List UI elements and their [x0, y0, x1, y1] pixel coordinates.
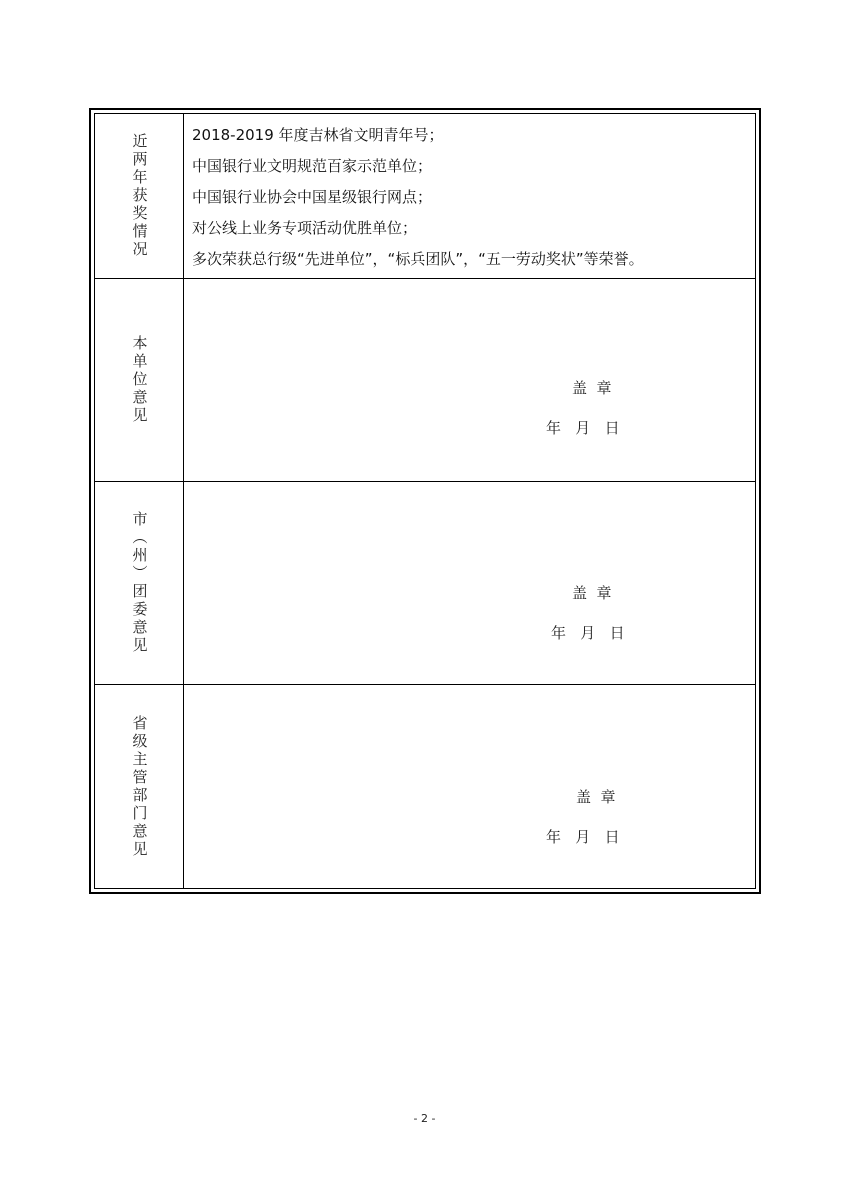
unit-seal-text: 盖 章	[572, 379, 612, 397]
city-date-text: 年 月 日	[551, 624, 625, 642]
nomination-form-table	[89, 108, 761, 894]
city-opinion-content-cell[interactable]	[184, 482, 755, 684]
city-opinion-row	[95, 482, 755, 685]
province-opinion-content-cell[interactable]	[184, 685, 755, 888]
award-item: 对公线上业务专项活动优胜单位；	[192, 219, 418, 237]
province-opinion-row	[95, 685, 755, 888]
province-date-text: 年 月 日	[546, 828, 620, 846]
award-item: 多次荣获总行级“先进单位”，“标兵团队”，“五一劳动奖状”等荣誉。	[192, 250, 644, 268]
awards-label: 近两年获奖情况	[130, 133, 149, 259]
unit-opinion-label-cell	[95, 279, 184, 481]
unit-date-text: 年 月 日	[546, 419, 620, 437]
province-seal-text: 盖 章	[576, 788, 616, 806]
unit-opinion-row	[95, 279, 755, 482]
awards-label-cell	[95, 114, 184, 278]
unit-opinion-label: 本单位意见	[130, 335, 149, 425]
city-seal-text: 盖 章	[572, 584, 612, 602]
awards-list	[184, 114, 755, 275]
form-inner-border	[94, 113, 756, 889]
award-item: 中国银行业协会中国星级银行网点；	[192, 188, 433, 206]
province-opinion-label-cell	[95, 685, 184, 888]
award-item: 中国银行业文明规范百家示范单位；	[192, 157, 433, 175]
province-opinion-label: 省级主管部门意见	[130, 714, 149, 859]
unit-opinion-content-cell[interactable]	[184, 279, 755, 481]
awards-row	[95, 114, 755, 279]
award-item: 2018-2019 年度吉林省文明青年号；	[192, 126, 444, 144]
city-opinion-label: 市（州）团委意见	[130, 511, 149, 655]
city-opinion-label-cell	[95, 482, 184, 684]
page-number: - 2 -	[413, 1112, 436, 1125]
awards-content-cell	[184, 114, 755, 278]
